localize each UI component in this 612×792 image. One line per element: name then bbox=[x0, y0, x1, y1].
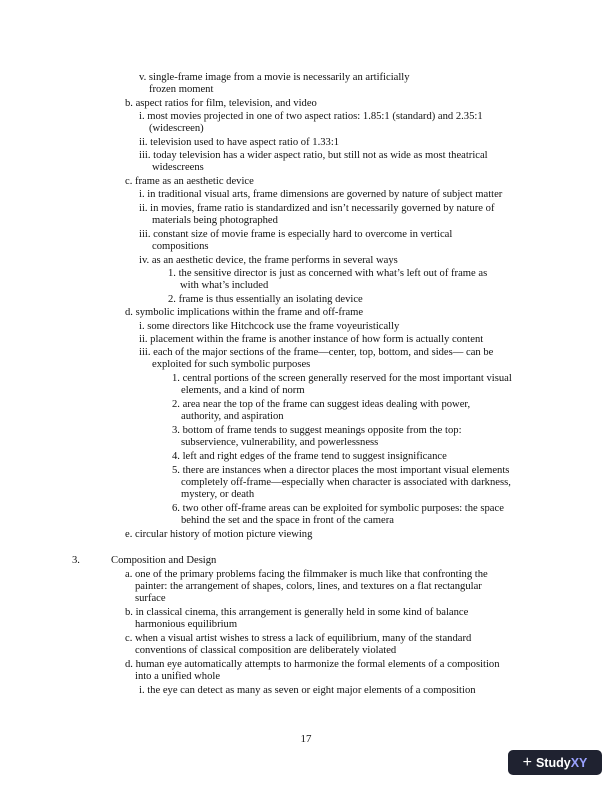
outline-line: 4. left and right edges of the frame tend to suggest insignificance bbox=[172, 451, 447, 462]
outline-line: painter: the arrangement of shapes, colors, lines, and textures on a flat rectangular bbox=[135, 581, 482, 592]
outline-line: authority, and aspiration bbox=[181, 411, 284, 422]
outline-line: 2. area near the top of the frame can suggest ideas dealing with power, bbox=[172, 399, 471, 410]
outline-line: materials being photographed bbox=[152, 215, 278, 226]
outline-line: subservience, vulnerability, and powerlessness bbox=[181, 437, 379, 448]
outline-line: mystery, or death bbox=[181, 489, 255, 500]
outline-line: 3. bottom of frame tends to suggest meanings opposite from the top: bbox=[172, 425, 462, 436]
outline-line: i. most movies projected in one of two aspect ratios: 1.85:1 (standard) and 2.35:1 bbox=[139, 111, 483, 122]
outline-line: harmonious equilibrium bbox=[135, 619, 238, 630]
logo-text-accent: XY bbox=[570, 755, 588, 770]
outline-line: ii. in movies, frame ratio is standardized and isn’t necessarily governed by nature of bbox=[139, 203, 495, 214]
outline-line: iii. today television has a wider aspect ratio, but still not as wide as most theatrical bbox=[139, 150, 488, 161]
outline-line: exploited for such symbolic purposes bbox=[152, 359, 311, 370]
outline-line: 5. there are instances when a director places the most important visual elements bbox=[172, 465, 510, 476]
outline-line: iii. constant size of movie frame is especially hard to overcome in vertical bbox=[139, 229, 453, 240]
outline-line: conventions of classical composition are deliberately violated bbox=[135, 645, 397, 656]
outline-line: completely off-frame—especially when character is associated with darkness, bbox=[181, 477, 511, 488]
outline-line: 6. two other off-frame areas can be exploited for symbolic purposes: the space bbox=[172, 503, 504, 514]
outline-line: i. in traditional visual arts, frame dimensions are governed by nature of subject matter bbox=[139, 189, 503, 200]
outline-line: i. some directors like Hitchcock use the frame voyeuristically bbox=[139, 321, 400, 332]
outline-line: elements, and a kind of norm bbox=[181, 385, 305, 396]
outline-line: compositions bbox=[152, 241, 209, 252]
outline-line: (widescreen) bbox=[149, 123, 204, 134]
page-number: 17 bbox=[300, 733, 312, 745]
outline-line: a. one of the primary problems facing the filmmaker is much like that confronting the bbox=[125, 569, 488, 580]
outline-line: 1. central portions of the screen generally reserved for the most important visual bbox=[172, 373, 512, 384]
plus-icon: + bbox=[522, 753, 532, 771]
logo-text-main: Study bbox=[535, 755, 571, 770]
outline-line: b. aspect ratios for film, television, and video bbox=[125, 98, 317, 109]
outline-line: d. symbolic implications within the frame and off-frame bbox=[125, 307, 364, 318]
outline-line: widescreens bbox=[152, 162, 204, 173]
section-number: 3. bbox=[72, 555, 80, 566]
outline-line: frozen moment bbox=[149, 84, 214, 95]
outline-line: c. frame as an aesthetic device bbox=[125, 176, 254, 187]
outline-line: i. the eye can detect as many as seven or eight major elements of a composition bbox=[139, 685, 476, 696]
outline-line: surface bbox=[135, 593, 166, 604]
outline-line: e. circular history of motion picture viewing bbox=[125, 529, 313, 540]
outline-line: ii. placement within the frame is another instance of how form is actually content bbox=[139, 334, 484, 345]
outline-line: v. single-frame image from a movie is necessarily an artificially bbox=[139, 72, 410, 83]
outline-line: into a unified whole bbox=[135, 671, 221, 682]
outline-line: 2. frame is thus essentially an isolating device bbox=[168, 294, 363, 305]
section-heading: Composition and Design bbox=[111, 555, 217, 566]
outline-line: c. when a visual artist wishes to stress a lack of equilibrium, many of the standard bbox=[125, 633, 472, 644]
studyxy-logo bbox=[508, 750, 602, 775]
outline-line: iv. as an aesthetic device, the frame performs in several ways bbox=[139, 255, 398, 266]
outline-line: with what’s included bbox=[180, 280, 269, 291]
outline-line: b. in classical cinema, this arrangement is generally held in some kind of balance bbox=[125, 607, 469, 618]
outline-line: ii. television used to have aspect ratio of 1.33:1 bbox=[139, 137, 340, 148]
outline-line: d. human eye automatically attempts to harmonize the formal elements of a composition bbox=[125, 659, 500, 670]
outline-line: 1. the sensitive director is just as concerned with what’s left out of frame as bbox=[168, 268, 488, 279]
outline-line: iii. each of the major sections of the frame—center, top, bottom, and sides— can be bbox=[139, 347, 494, 358]
outline-line: behind the set and the space in front of the camera bbox=[181, 515, 394, 526]
